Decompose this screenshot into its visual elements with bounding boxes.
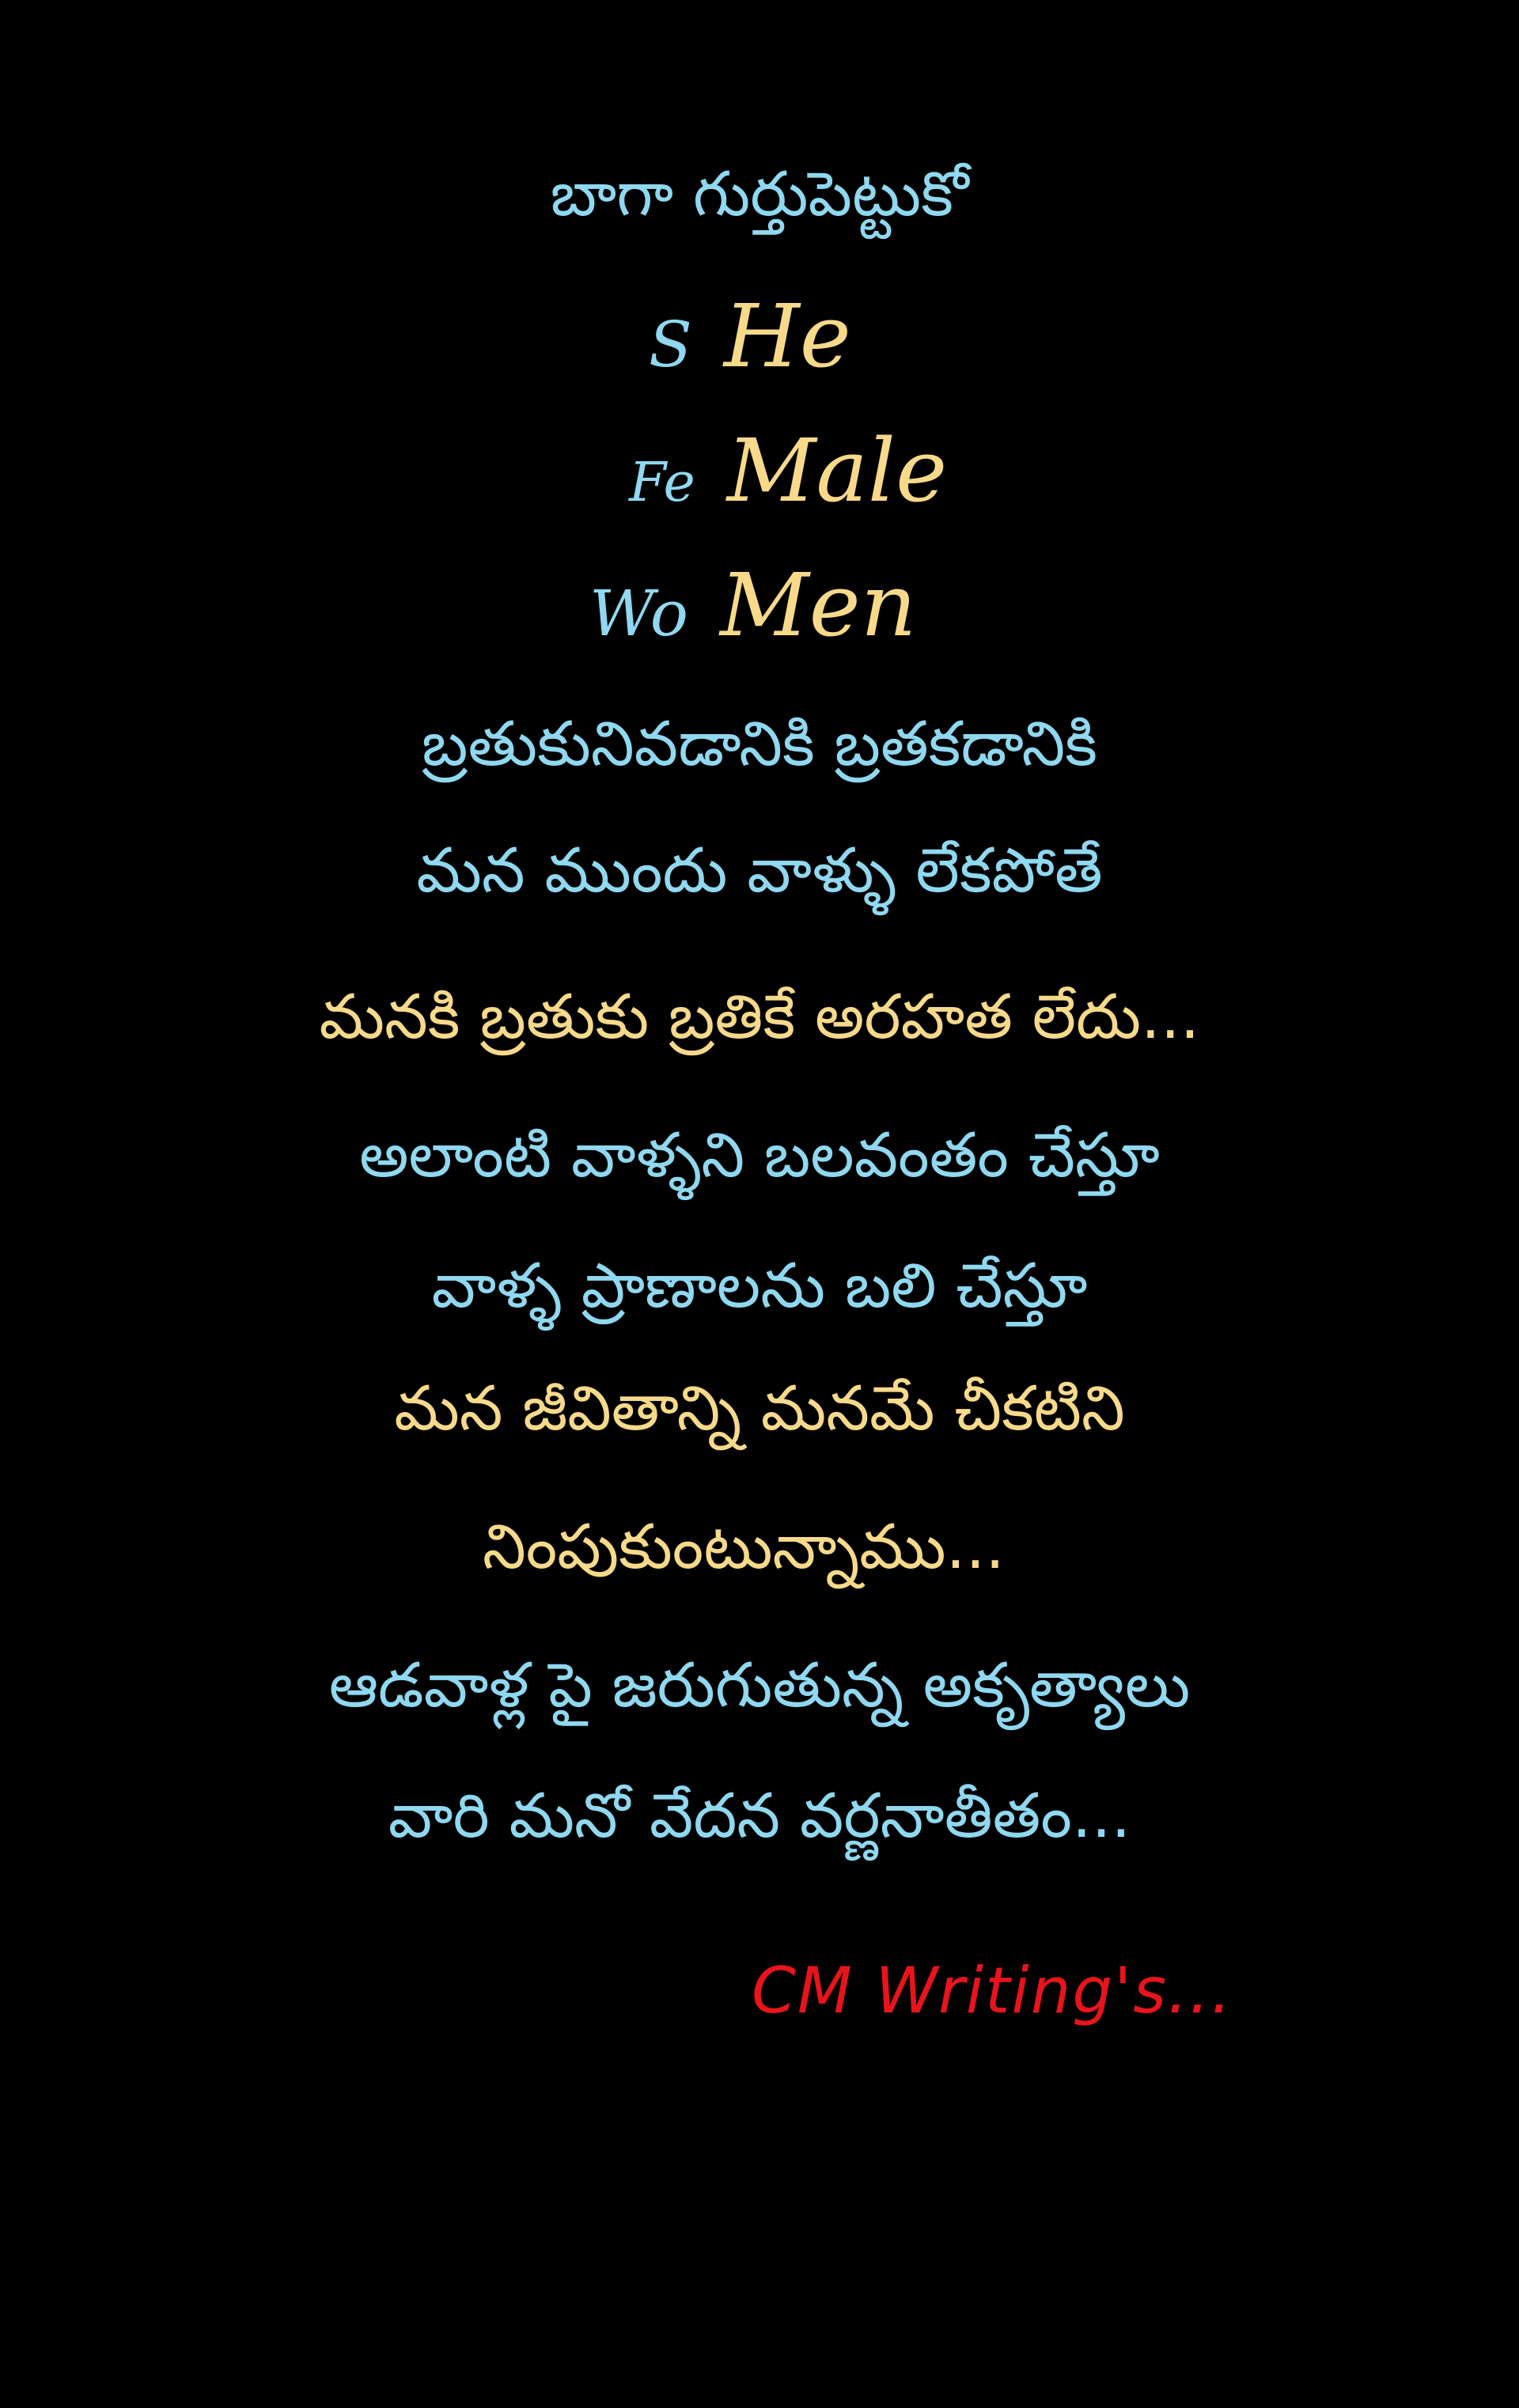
poem-line-8: ఆడవాళ్ల పై జరుగుతున్న అకృత్యాలు [328, 1650, 1191, 1721]
prefix-fe: Fe [629, 452, 695, 514]
word-pair-women [589, 555, 917, 656]
word-pair-she [649, 286, 851, 387]
poem-line-9: వారి మనో వేదన వర్ణనాతీతం... [388, 1781, 1131, 1852]
poem-line-1: బ్రతుకునివడానికి బ్రతకడానికి [421, 709, 1097, 780]
poem-line-3: మనకి బ్రతుకు బ్రతికే అరహత లేదు... [319, 982, 1200, 1053]
poem-title: బాగా గుర్తుపెట్టుకో [550, 159, 969, 230]
poem-line-5: వాళ్ళ ప్రాణాలను బలి చేస్తూ [431, 1251, 1088, 1322]
prefix-s: S [649, 308, 692, 381]
poem-line-2: మన ముందు వాళ్ళు లేకపోతే [416, 835, 1103, 907]
word-pair-female [629, 420, 948, 521]
poem-line-4: అలాంటి వాళ్ళని బలవంతం చేస్తూ [359, 1120, 1160, 1191]
signature: CM Writing's... [752, 1954, 1233, 2027]
word-male: Male [726, 420, 948, 521]
poem-line-7: నింపుకుంటున్నాము... [482, 1512, 1006, 1583]
prefix-wo: Wo [589, 577, 688, 650]
word-he: He [723, 286, 851, 387]
word-men: Men [719, 555, 917, 656]
poem-line-6: మన జీవితాన్ని మనమే చీకటిని [394, 1373, 1125, 1444]
